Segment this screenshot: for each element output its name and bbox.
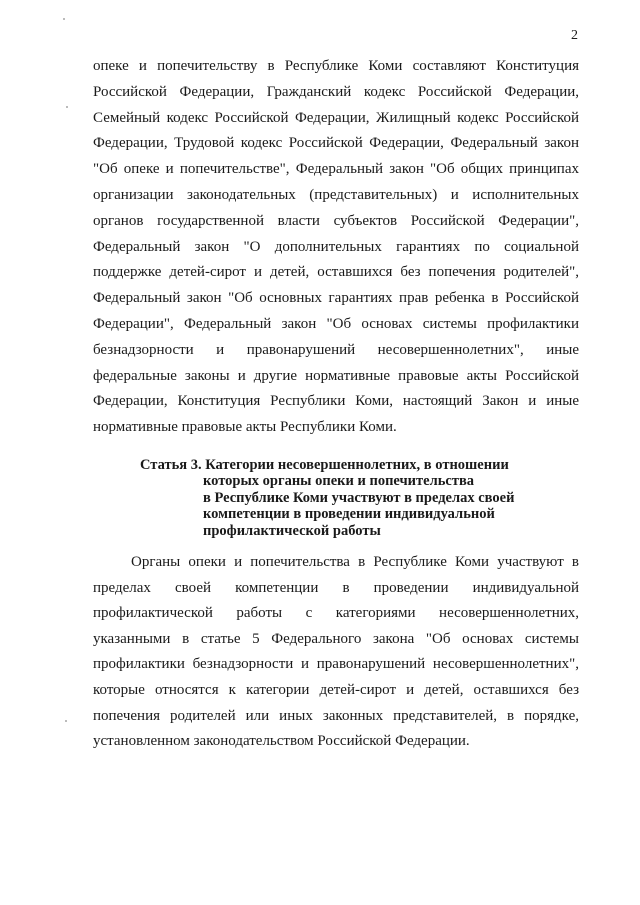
- text-line: указанными в статье 5 Федерального закона "Об основах системы: [93, 630, 579, 647]
- text-line: Федеральный закон "О дополнительных гарантиях по социальной: [93, 238, 579, 255]
- page-number: 2: [571, 28, 578, 43]
- paragraph-sources-of-law: [93, 54, 579, 441]
- heading-line: Статья 3. Категории несовершеннолетних, в отношении: [140, 457, 509, 473]
- text-line: "Об опеке и попечительстве", Федеральный закон "Об общих принципах: [93, 161, 579, 178]
- text-line: органов государственной власти субъектов Российской Федерации",: [93, 212, 579, 229]
- text-line: опеке и попечительству в Республике Коми составляют Конституция: [93, 58, 579, 74]
- text-line: Федерации, Трудовой кодекс Российской Федерации, Федеральный закон: [93, 135, 579, 152]
- text-line: Федерации, Конституция Республики Коми, настоящий Закон и иные: [93, 393, 579, 410]
- scan-mark: [65, 720, 67, 722]
- article-3-heading: [140, 457, 560, 539]
- text-line: безнадзорности и правонарушений несовершеннолетних", иные: [93, 341, 579, 358]
- text-line: Семейный кодекс Российской Федерации, Жилищный кодекс Российской: [93, 109, 579, 126]
- text-line: Федерации", Федеральный закон "Об основах системы профилактики: [93, 315, 579, 332]
- scan-mark: [66, 106, 68, 108]
- text-line: Федеральный закон "Об основных гарантиях прав ребенка в Российской: [93, 290, 579, 307]
- text-line: Органы опеки и попечительства в Республике Коми участвуют в: [131, 554, 579, 570]
- text-line: профилактической работы с категориями несовершеннолетних,: [93, 605, 579, 622]
- article-3-body: [93, 550, 579, 755]
- text-line: организации законодательных (представительных) и исполнительных: [93, 186, 579, 203]
- text-line: попечения родителей или иных законных представителей, в порядке,: [93, 707, 579, 724]
- text-line: поддержке детей-сирот и детей, оставшихся без попечения родителей",: [93, 264, 579, 281]
- scan-mark: [63, 18, 65, 20]
- text-line: профилактики безнадзорности и правонарушений несовершеннолетних",: [93, 656, 579, 673]
- text-line: пределах своей компетенции в проведении индивидуальной: [93, 579, 579, 596]
- heading-line: в Республике Коми участвуют в пределах своей: [203, 489, 515, 506]
- text-line: которые относятся к категории детей-сирот и детей, оставшихся без: [93, 681, 579, 698]
- text-line: Российской Федерации, Гражданский кодекс Российской Федерации,: [93, 83, 579, 100]
- text-line: установленном законодательством Российской Федерации.: [93, 733, 470, 750]
- heading-line: профилактической работы: [203, 522, 381, 539]
- text-line: федеральные законы и другие нормативные правовые акты Российской: [93, 367, 579, 384]
- text-line: нормативные правовые акты Республики Коми.: [93, 419, 397, 436]
- heading-line: компетенции в проведении индивидуальной: [203, 506, 495, 523]
- heading-line: которых органы опеки и попечительства: [203, 473, 475, 490]
